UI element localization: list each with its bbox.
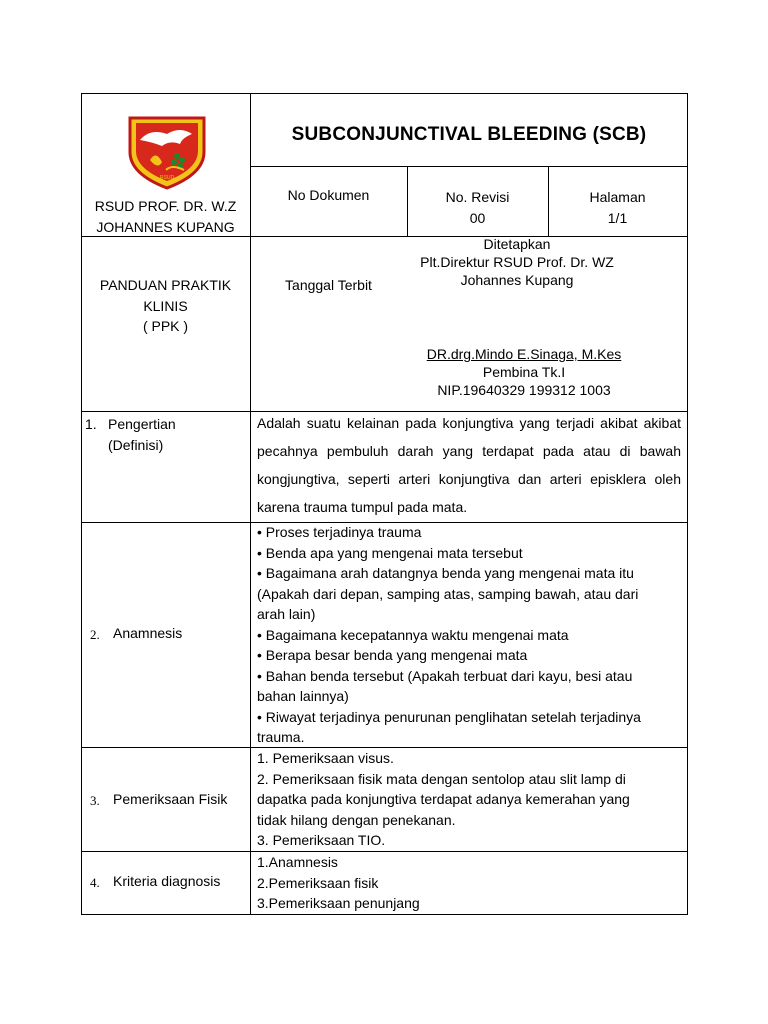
- section-3-content: 1. Pemeriksaan visus. 2. Pemeriksaan fisik mata dengan sentolop atau slit lamp di dapatka pada konjungtiva terdapat adanya kemerahan yang tidak hilang dengan penekanan. 3. Pemeriksaan TIO.: [257, 750, 630, 848]
- hospital-crest-icon: [122, 112, 212, 190]
- document-title: SUBCONJUNCTIVAL BLEEDING (SCB): [291, 124, 647, 145]
- signatory-name: DR.drg.Mindo E.Sinaga, M.Kes: [426, 346, 622, 362]
- signatory-nip: NIP.19640329 199312 1003: [437, 382, 611, 398]
- section-3-number: 3.: [90, 793, 100, 808]
- section-1-number: 1.: [85, 416, 97, 432]
- halaman: Halaman 1/1: [589, 189, 646, 226]
- hospital-name: RSUD PROF. DR. W.Z JOHANNES KUPANG: [94, 198, 237, 235]
- section-2-number: 2.: [90, 627, 100, 642]
- tanggal-terbit-label: Tanggal Terbit: [285, 277, 372, 293]
- no-revisi: No. Revisi 00: [445, 189, 510, 226]
- ditetapkan-block: Ditetapkan Plt.Direktur RSUD Prof. Dr. WZ Johannes Kupang: [420, 236, 614, 288]
- section-3-label: Pemeriksaan Fisik: [113, 791, 228, 807]
- section-4-number: 4.: [90, 875, 100, 890]
- section-1-label: Pengertian (Definisi): [108, 416, 176, 453]
- signatory-block: [407, 345, 641, 399]
- section-2-content: • Proses terjadinya trauma • Benda apa yang mengenai mata tersebut • Bagaimana arah datangnya benda yang mengenai mata itu (Apakah dari depan, samping atas, samping bawah, atau dari arah lain) • Bagaimana kecepatannya waktu mengenai mata • Berapa besar benda yang mengenai mata • Bahan benda tersebut (Apakah terbuat dari kayu, besi atau bahan lainnya) • Riwayat terjadinya penurunan penglihatan setelah terjadinya trauma.: [257, 524, 641, 745]
- section-4-content: 1.Anamnesis 2.Pemeriksaan fisik 3.Pemeriksaan penunjang: [257, 854, 420, 911]
- section-4-label: Kriteria diagnosis: [113, 873, 221, 889]
- signatory-rank: Pembina Tk.I: [482, 364, 566, 380]
- no-dokumen-label: No Dokumen: [287, 187, 370, 203]
- ppk-label: PANDUAN PRAKTIK KLINIS ( PPK ): [99, 277, 232, 334]
- logo-caption: RSUD: [159, 175, 175, 181]
- section-2-label: Anamnesis: [113, 625, 183, 641]
- section-1-content: Adalah suatu kelainan pada konjungtiva yang terjadi akibat akibat pecahnya pembuluh darah yang terdapat pada atau di bawah kongjungtiva, seperti arteri konjungtiva dan arteri episklera oleh karena trauma tumpul pada mata.: [257, 415, 681, 515]
